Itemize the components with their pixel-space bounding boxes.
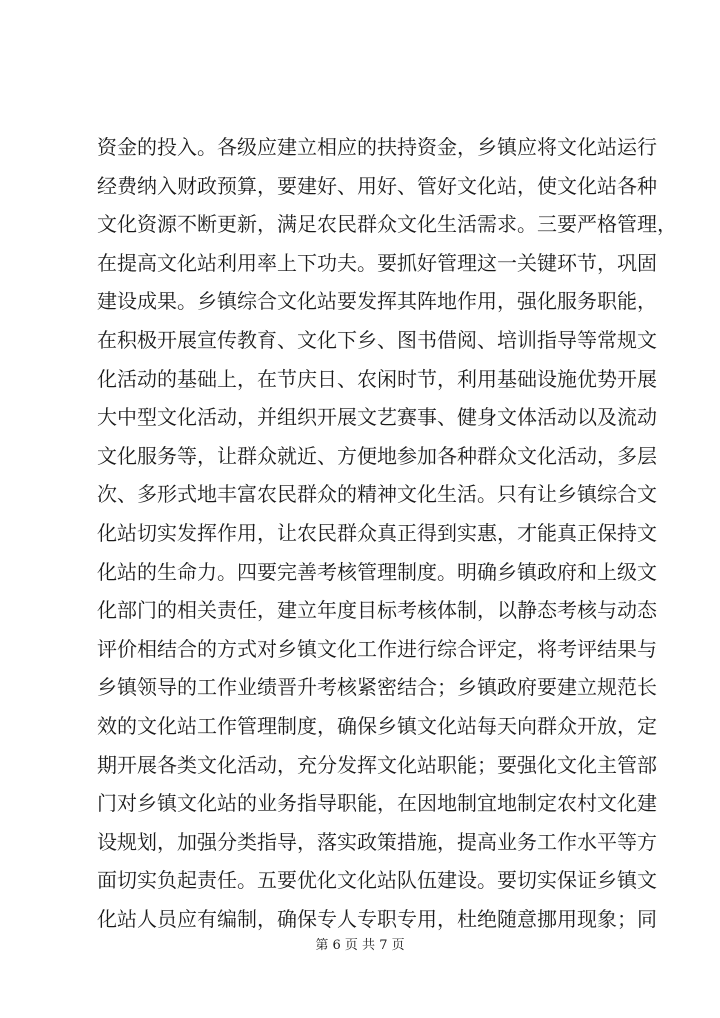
text-line: 经费纳入财政预算，要建好、用好、管好文化站，使文化站各种 <box>97 173 657 198</box>
text-line: 期开展各类文化活动，充分发挥文化站职能；要强化文化主管部 <box>97 752 657 777</box>
text-line: 建设成果。乡镇综合文化站要发挥其阵地作用，强化服务职能， <box>97 289 657 314</box>
text-line: 门对乡镇文化站的业务指导职能，在因地制宜地制定农村文化建 <box>97 791 657 816</box>
text-line: 化站切实发挥作用，让农民群众真正得到实惠，才能真正保持文 <box>97 520 657 545</box>
text-line: 在积极开展宣传教育、文化下乡、图书借阅、培训指导等常规文 <box>97 327 657 352</box>
text-line: 化部门的相关责任，建立年度目标考核体制，以静态考核与动态 <box>97 598 657 623</box>
text-line: 面切实负起责任。五要优化文化站队伍建设。要切实保证乡镇文 <box>97 868 657 893</box>
text-line: 文化服务等，让群众就近、方便地参加各种群众文化活动，多层 <box>97 443 657 468</box>
text-line: 评价相结合的方式对乡镇文化工作进行综合评定，将考评结果与 <box>97 636 657 661</box>
text-line: 大中型文化活动，并组织开展文艺赛事、健身文体活动以及流动 <box>97 405 657 430</box>
text-line: 化站人员应有编制，确保专人专职专用，杜绝随意挪用现象；同 <box>97 906 657 931</box>
text-line: 化活动的基础上，在节庆日、农闲时节，利用基础设施优势开展 <box>97 366 657 391</box>
text-line: 资金的投入。各级应建立相应的扶持资金，乡镇应将文化站运行 <box>97 135 657 159</box>
text-line: 化站的生命力。四要完善考核管理制度。明确乡镇政府和上级文 <box>97 559 657 584</box>
text-line: 文化资源不断更新，满足农民群众文化生活需求。三要严格管理， <box>97 212 677 237</box>
text-line: 设规划，加强分类指导，落实政策措施，提高业务工作水平等方 <box>97 829 657 854</box>
text-line: 在提高文化站利用率上下功夫。要抓好管理这一关键环节，巩固 <box>97 250 657 275</box>
text-line: 乡镇领导的工作业绩晋升考核紧密结合；乡镇政府要建立规范长 <box>97 675 657 700</box>
page-number-footer: 第 6 页 共 7 页 <box>315 938 405 953</box>
text-line: 次、多形式地丰富农民群众的精神文化生活。只有让乡镇综合文 <box>97 482 657 507</box>
body-text <box>97 128 677 938</box>
text-line: 效的文化站工作管理制度，确保乡镇文化站每天向群众开放，定 <box>97 713 657 738</box>
